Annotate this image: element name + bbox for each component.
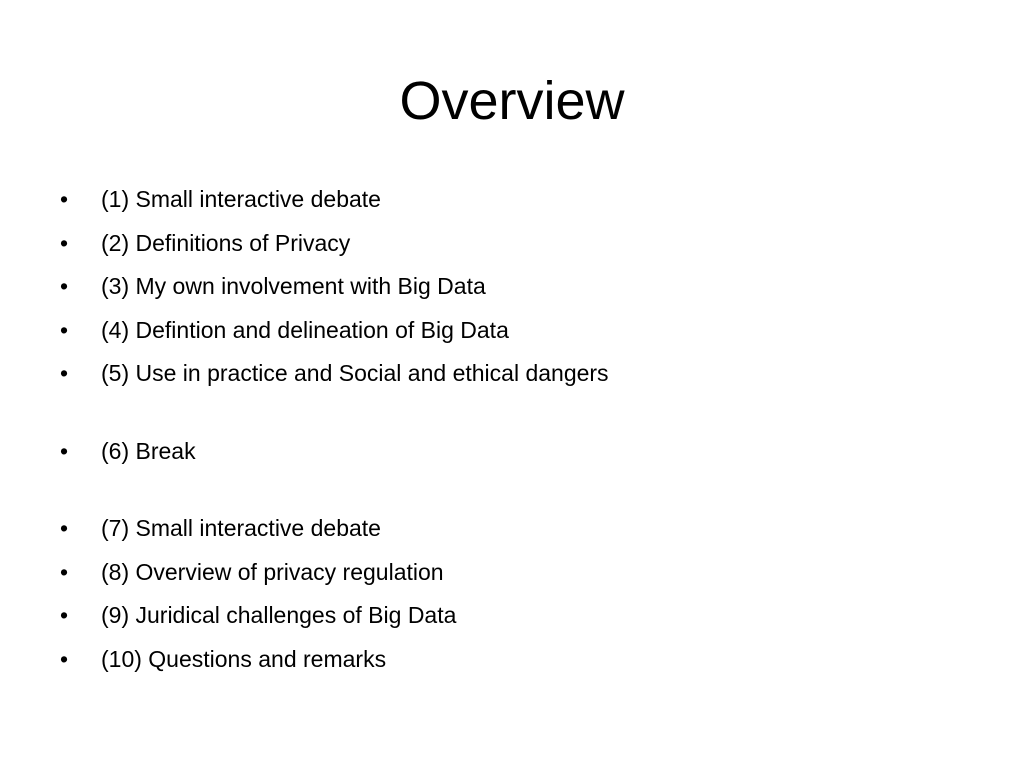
list-item-text: (10) Questions and remarks (101, 645, 387, 672)
list-item-text: (3) My own involvement with Big Data (101, 273, 486, 299)
list-item-text: (1) Small interactive debate (101, 186, 381, 212)
bullet-icon: • (60, 186, 69, 212)
list-item-text: (7) Small interactive debate (101, 515, 381, 541)
list-item-text: (9) Juridical challenges of Big Data (101, 602, 457, 628)
slide-title: Overview (399, 71, 625, 131)
bullet-icon: • (60, 360, 69, 386)
list-item-text: (8) Overview of privacy regulation (101, 558, 444, 585)
bullet-icon: • (60, 437, 69, 464)
bullet-icon: • (60, 316, 69, 343)
bullet-icon: • (60, 645, 69, 672)
bullet-icon: • (60, 558, 69, 585)
list-item-text: (2) Definitions of Privacy (101, 229, 351, 256)
bullet-icon: • (60, 602, 69, 628)
list-item-text: (5) Use in practice and Social and ethical dangers (101, 360, 609, 386)
list-item-text: (6) Break (101, 437, 196, 464)
bullet-icon: • (60, 273, 69, 299)
bullet-icon: • (60, 515, 69, 541)
bullet-icon: • (60, 229, 69, 256)
list-item-text: (4) Defintion and delineation of Big Data (101, 316, 509, 343)
